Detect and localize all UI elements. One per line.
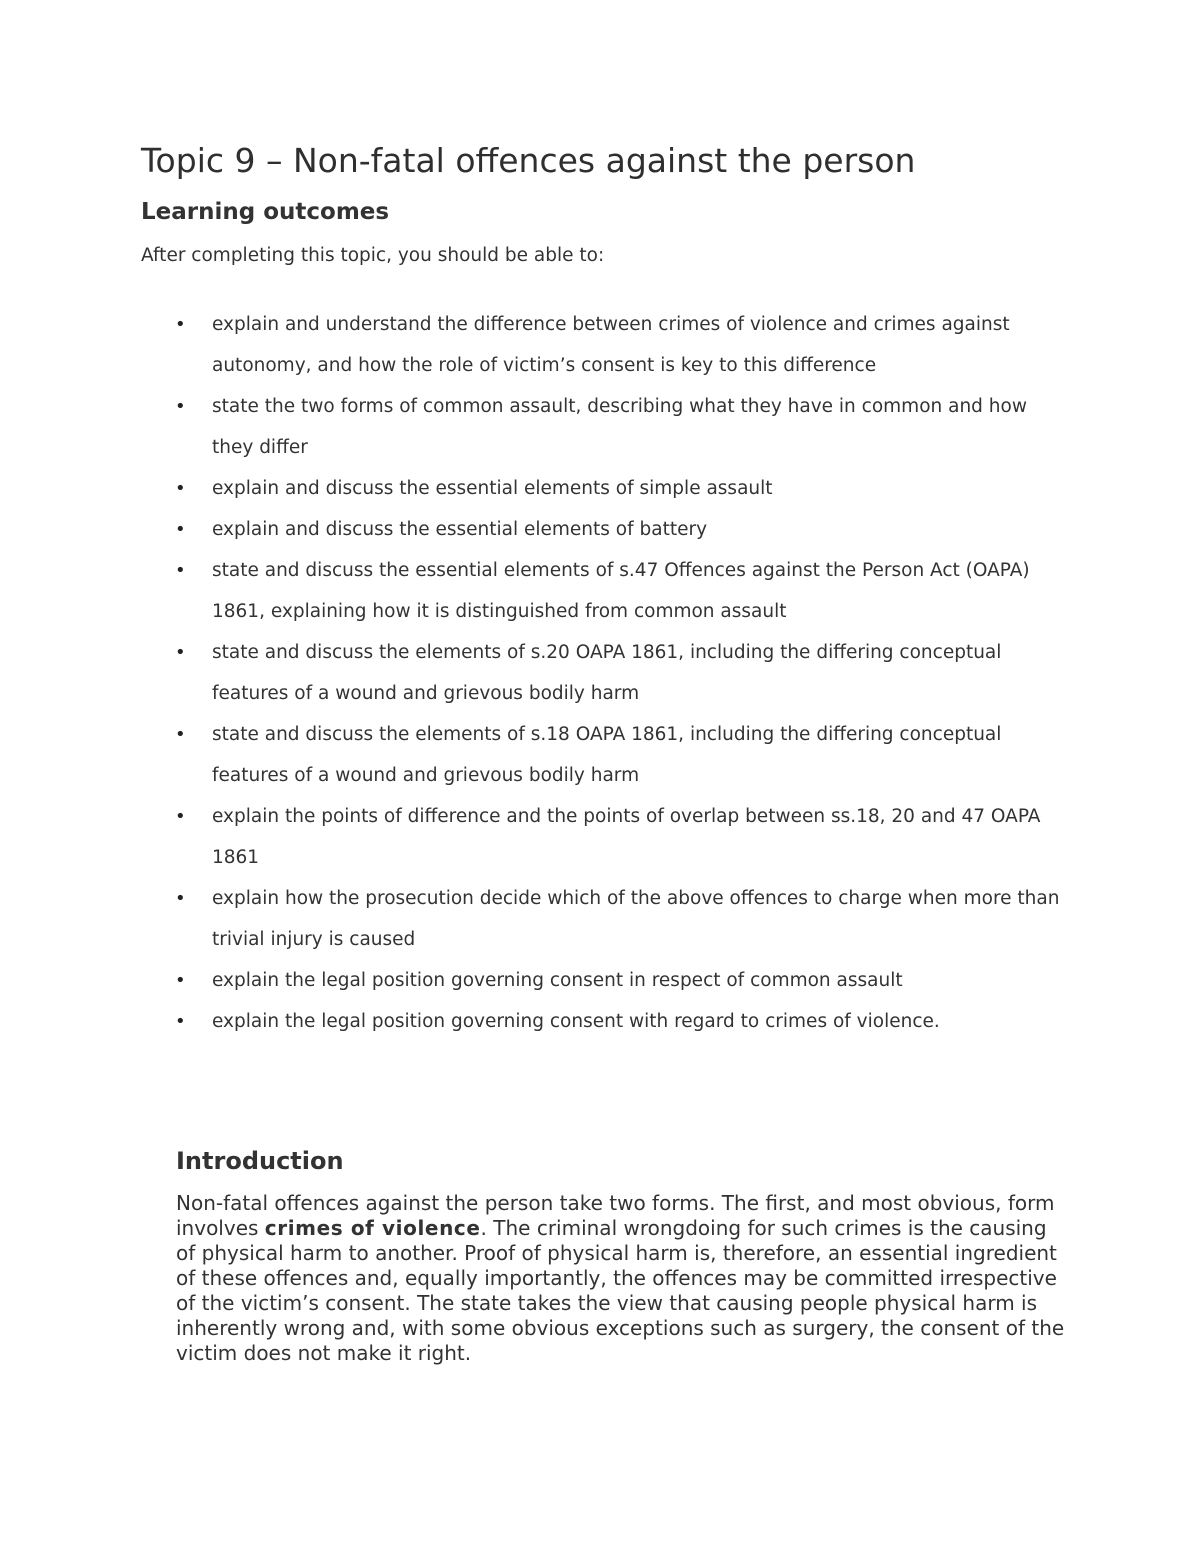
outcomes-lead-in: After completing this topic, you should be able to: [141,245,605,266]
intro-emphasis: crimes of violence [264,1216,481,1240]
introduction-paragraph [176,1191,1066,1366]
list-item [141,468,1071,509]
list-item [141,550,1071,632]
list-item [141,1001,1071,1042]
list-item [141,304,1071,386]
intro-text-before: Non-fatal offences against the person take two forms. The first, and most obvious, form involves [176,1191,1055,1240]
bullet-icon: • [175,724,186,745]
outcome-text: state and discuss the elements of s.20 OAPA 1861, including the differing conceptual features of a wound and grievous bodily harm [212,642,1002,704]
bullet-icon: • [175,314,186,335]
list-item [141,796,1071,878]
learning-outcomes-heading: Learning outcomes [141,199,390,225]
introduction-heading: Introduction [176,1147,344,1175]
outcome-text: explain the points of difference and the points of overlap between ss.18, 20 and 47 OAPA 1861 [212,806,1041,868]
bullet-icon: • [175,560,186,581]
outcome-text: state and discuss the elements of s.18 OAPA 1861, including the differing conceptual features of a wound and grievous bodily harm [212,724,1002,786]
outcome-text: explain and understand the difference between crimes of violence and crimes against autonomy, and how the role of victim’s consent is key to this difference [212,314,1010,376]
outcome-text: explain how the prosecution decide which of the above offences to charge when more than trivial injury is caused [212,888,1060,950]
bullet-icon: • [175,642,186,663]
page-title: Topic 9 – Non-fatal offences against the person [141,141,916,180]
intro-text-after: . The criminal wrongdoing for such crimes is the causing of physical harm to another. Proof of physical harm is, therefore, an essential ingredient of these offences and, equally importantly, the offences may be committed irrespective of the victim’s consent. The state takes the view that causing people physical harm is inherently wrong and, with some obvious exceptions such as surgery, the consent of the victim does not make it right. [176,1216,1065,1365]
bullet-icon: • [175,396,186,417]
bullet-icon: • [175,806,186,827]
outcome-text: explain the legal position governing consent in respect of common assault [212,970,903,991]
bullet-icon: • [175,1011,186,1032]
bullet-icon: • [175,478,186,499]
outcome-text: state and discuss the essential elements of s.47 Offences against the Person Act (OAPA) 1861, explaining how it is distinguished from common assault [212,560,1030,622]
list-item [141,632,1071,714]
outcome-text: explain the legal position governing consent with regard to crimes of violence. [212,1011,940,1032]
outcome-text: explain and discuss the essential elements of battery [212,519,708,540]
list-item [141,714,1071,796]
bullet-icon: • [175,888,186,909]
list-item [141,386,1071,468]
learning-outcomes-list [141,304,1071,1042]
outcome-text: explain and discuss the essential elements of simple assault [212,478,773,499]
list-item [141,960,1071,1001]
bullet-icon: • [175,519,186,540]
outcome-text: state the two forms of common assault, describing what they have in common and how they differ [212,396,1027,458]
bullet-icon: • [175,970,186,991]
list-item [141,509,1071,550]
list-item [141,878,1071,960]
